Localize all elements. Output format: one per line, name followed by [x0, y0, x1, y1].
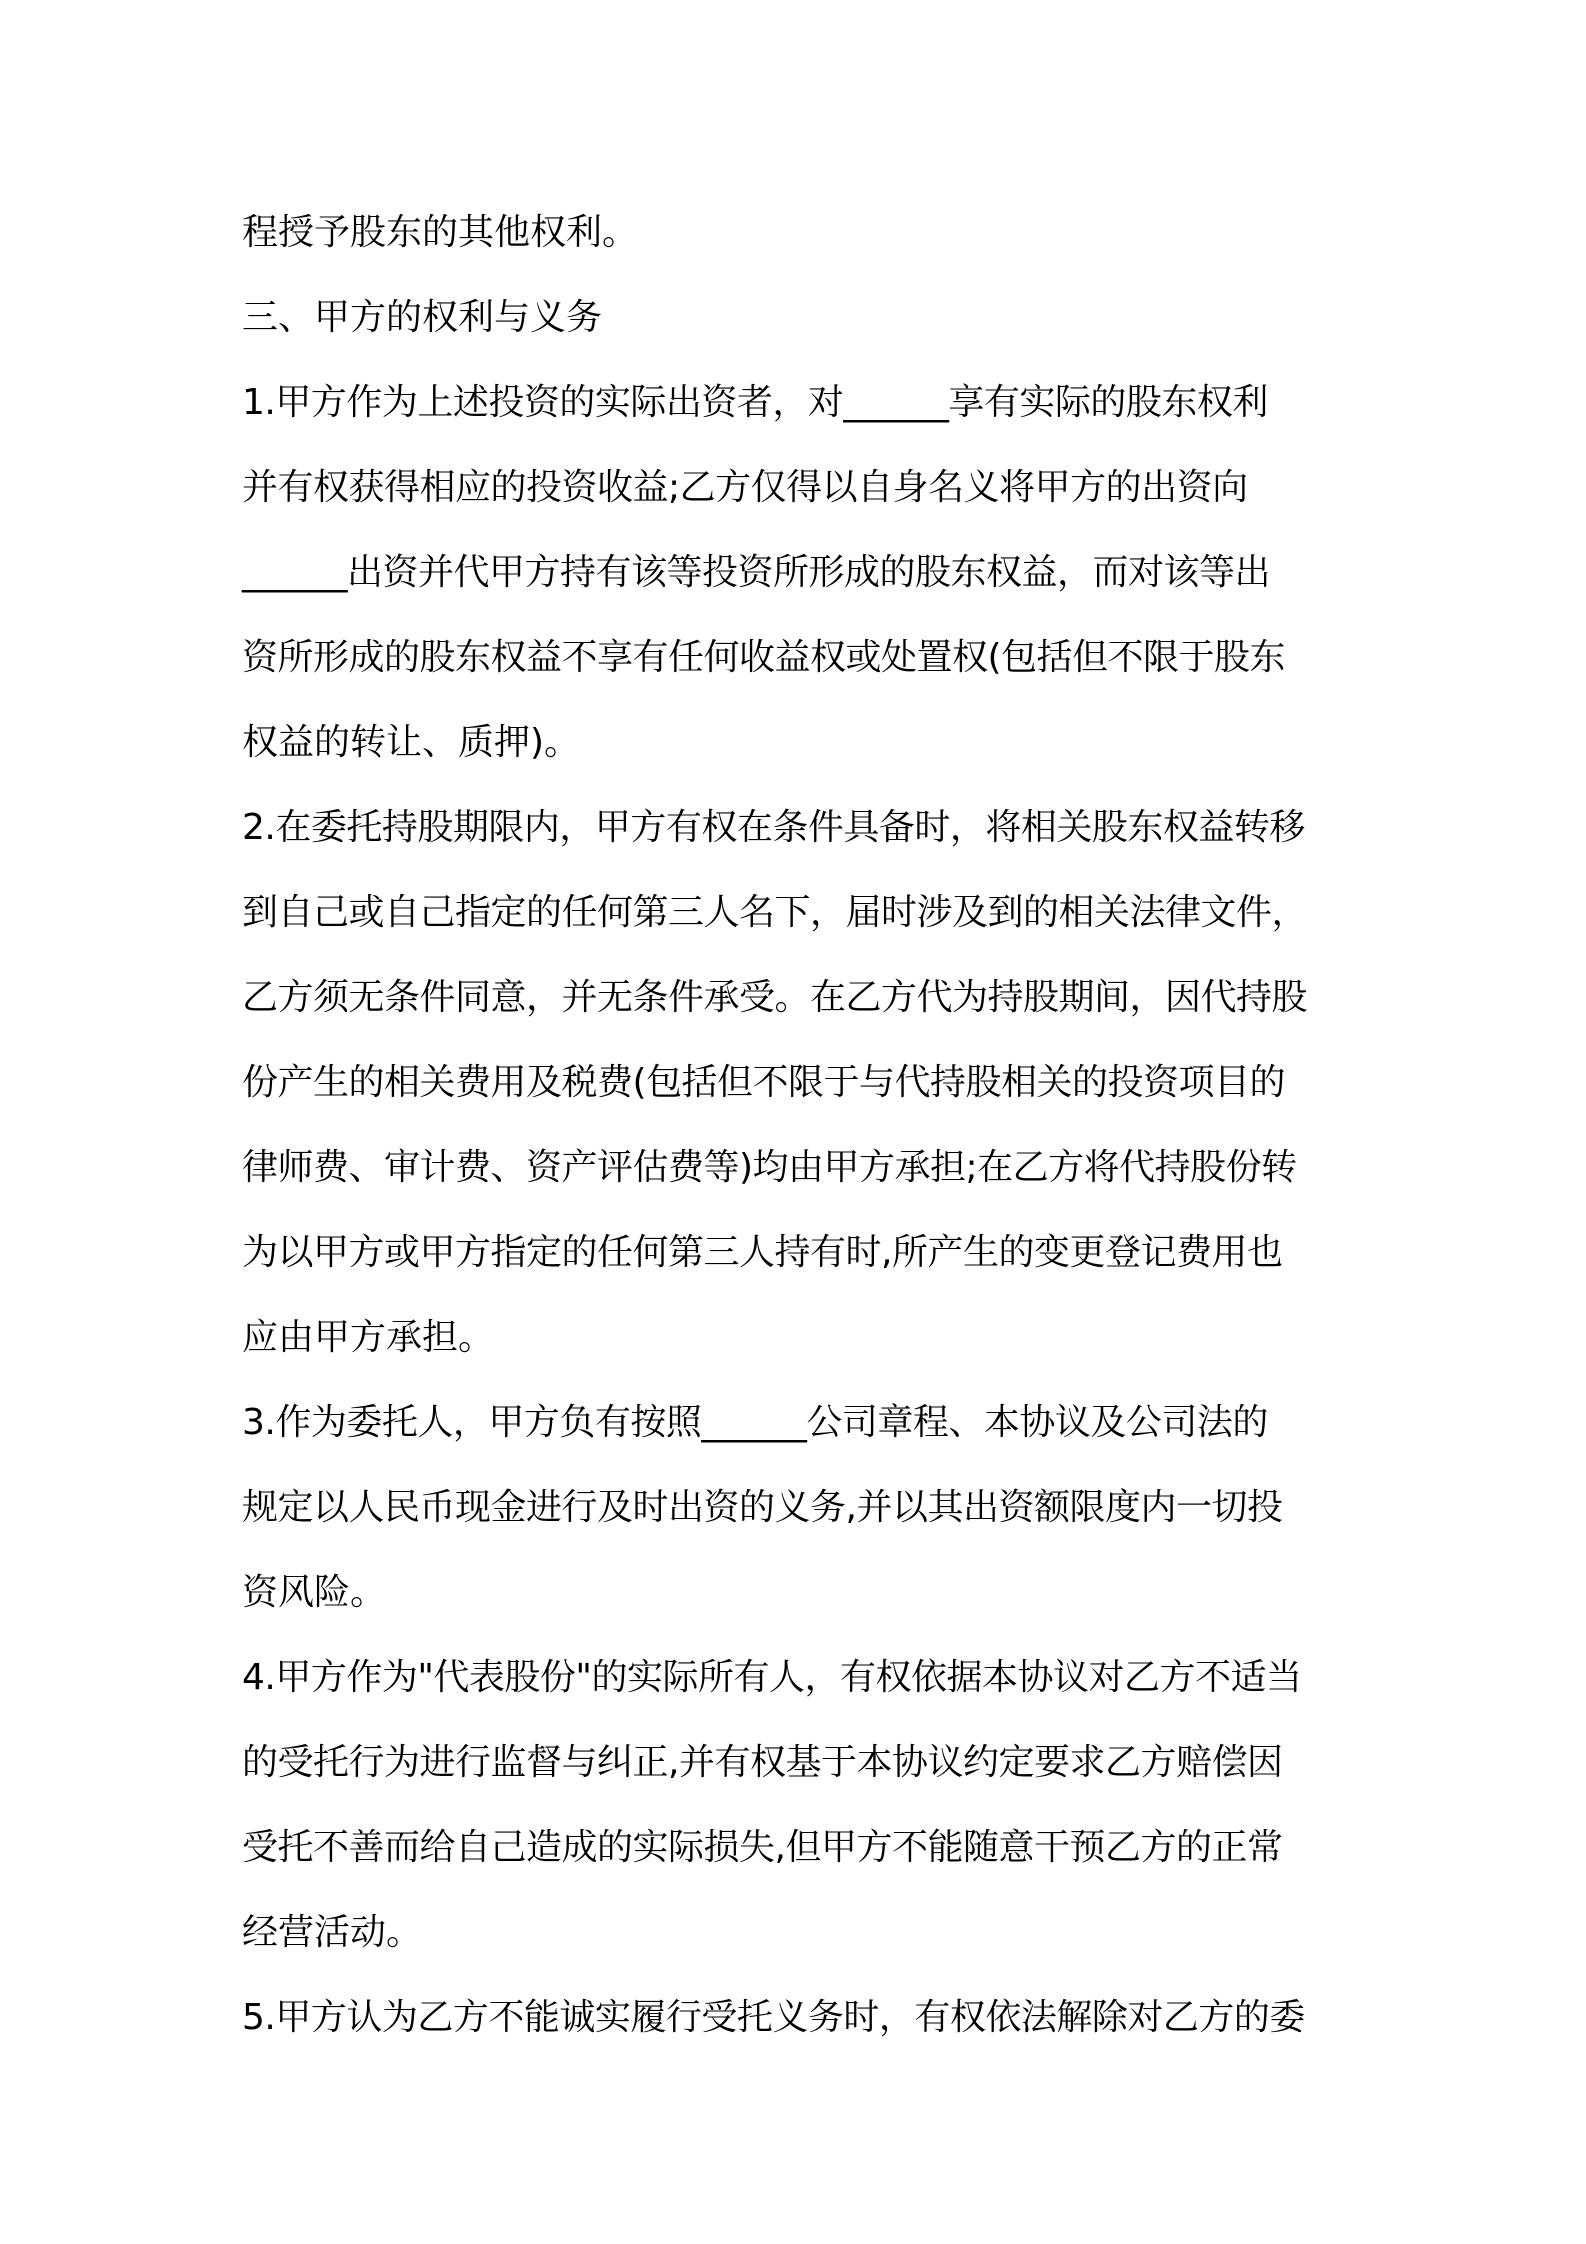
clause-3-line-2: 规定以人民币现金进行及时出资的义务,并以其出资额限度内一切投 [242, 1487, 1283, 1528]
clause-2-line-3: 乙方须无条件同意，并无条件承受。在乙方代为持股期间，因代持股 [242, 977, 1308, 1018]
document-body [242, 190, 1352, 2060]
clause-1-line-1: 1.甲方作为上述投资的实际出资者，对______享有实际的股东权利 [242, 382, 1268, 423]
section-heading: 三、甲方的权利与义务 [242, 297, 603, 338]
clause-1-line-3: ______出资并代甲方持有该等投资所形成的股东权益，而对该等出 [242, 552, 1271, 593]
clause-1-line-2: 并有权获得相应的投资收益;乙方仅得以自身名义将甲方的出资向 [242, 467, 1248, 508]
clause-2-line-1: 2.在委托持股期限内，甲方有权在条件具备时，将相关股东权益转移 [242, 807, 1305, 848]
clause-4-line-1: 4.甲方作为"代表股份"的实际所有人，有权依据本协议对乙方不适当 [242, 1657, 1302, 1698]
clause-4-line-3: 受托不善而给自己造成的实际损失,但甲方不能随意干预乙方的正常 [242, 1827, 1283, 1868]
clause-2-line-5: 律师费、审计费、资产评估费等)均由甲方承担;在乙方将代持股份转 [242, 1147, 1297, 1188]
clause-3-line-1: 3.作为委托人，甲方负有按照______公司章程、本协议及公司法的 [242, 1402, 1268, 1443]
clause-3-line-3: 资风险。 [242, 1572, 387, 1613]
clause-4-line-4: 经营活动。 [242, 1912, 423, 1953]
clause-2-line-7: 应由甲方承担。 [242, 1317, 495, 1358]
clause-1-line-5: 权益的转让、质押)。 [242, 722, 581, 763]
clause-2-line-2: 到自己或自己指定的任何第三人名下，届时涉及到的相关法律文件， [242, 892, 1308, 933]
clause-4-line-2: 的受托行为进行监督与纠正,并有权基于本协议约定要求乙方赔偿因 [242, 1742, 1283, 1783]
clause-2-line-6: 为以甲方或甲方指定的任何第三人持有时,所产生的变更登记费用也 [242, 1232, 1283, 1273]
clause-1-line-4: 资所形成的股东权益不享有任何收益权或处置权(包括但不限于股东 [242, 637, 1286, 678]
clause-5-line-1: 5.甲方认为乙方不能诚实履行受托义务时，有权依法解除对乙方的委 [242, 1997, 1305, 2038]
clause-2-line-4: 份产生的相关费用及税费(包括但不限于与代持股相关的投资项目的 [242, 1062, 1286, 1103]
text-line-continuation: 程授予股东的其他权利。 [242, 212, 639, 253]
